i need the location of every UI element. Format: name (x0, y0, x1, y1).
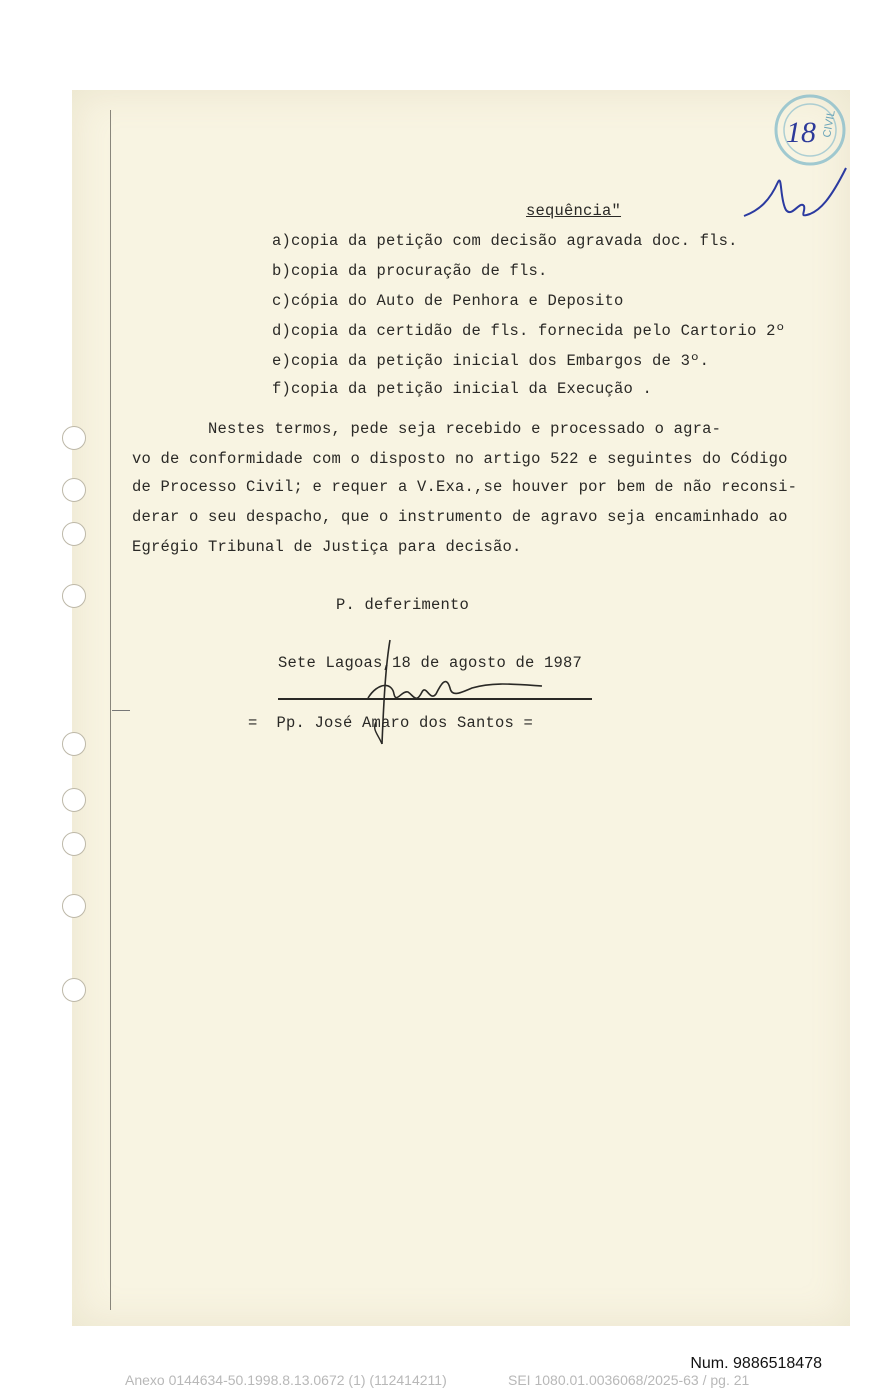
list-item: c)cópia do Auto de Penhora e Deposito (272, 292, 624, 310)
paragraph-line: derar o seu despacho, que o instrumento de agravo seja encaminhado ao (132, 508, 788, 526)
punch-hole (62, 894, 86, 918)
folio-number: 18 (786, 116, 816, 149)
place-date: Sete Lagoas,18 de agosto de 1987 (278, 654, 583, 672)
punch-hole (62, 732, 86, 756)
rubric-signature (740, 160, 850, 224)
signatory-name: = Pp. José Amaro dos Santos = (248, 714, 534, 732)
punch-hole (62, 584, 86, 608)
stamp-label: CIVIL (821, 109, 838, 139)
document-number: Num. 9886518478 (690, 1355, 822, 1372)
margin-line (110, 110, 111, 1310)
sei-reference: SEI 1080.01.0036068/2025-63 / pg. 21 (508, 1372, 750, 1388)
scanned-page (72, 90, 850, 1326)
paragraph-line: Egrégio Tribunal de Justiça para decisão. (132, 538, 522, 556)
punch-hole (62, 426, 86, 450)
paragraph-line: vo de conformidade com o disposto no artigo 522 e seguintes do Código (132, 450, 788, 468)
punch-hole (62, 788, 86, 812)
annex-reference: Anexo 0144634-50.1998.8.13.0672 (1) (112414211) (125, 1372, 447, 1388)
punch-hole (62, 832, 86, 856)
fold-mark (112, 710, 130, 711)
court-stamp (762, 90, 848, 170)
list-item: a)copia da petição com decisão agravada doc. fls. (272, 232, 738, 250)
list-item: f)copia da petição inicial da Execução . (272, 380, 653, 398)
section-heading: sequência" (526, 202, 622, 220)
handwritten-signature (342, 634, 552, 764)
list-item: d)copia da certidão de fls. fornecida pelo Cartorio 2º (272, 322, 786, 340)
paragraph-line: Nestes termos, pede seja recebido e processado o agra- (132, 420, 722, 438)
punch-hole (62, 978, 86, 1002)
closing-formula: P. deferimento (336, 596, 470, 614)
list-item: e)copia da petição inicial dos Embargos de 3º. (272, 352, 710, 370)
list-item: b)copia da procuração de fls. (272, 262, 548, 280)
punch-hole (62, 522, 86, 546)
paragraph-line: de Processo Civil; e requer a V.Exa.,se houver por bem de não reconsi- (132, 478, 798, 496)
punch-hole (62, 478, 86, 502)
